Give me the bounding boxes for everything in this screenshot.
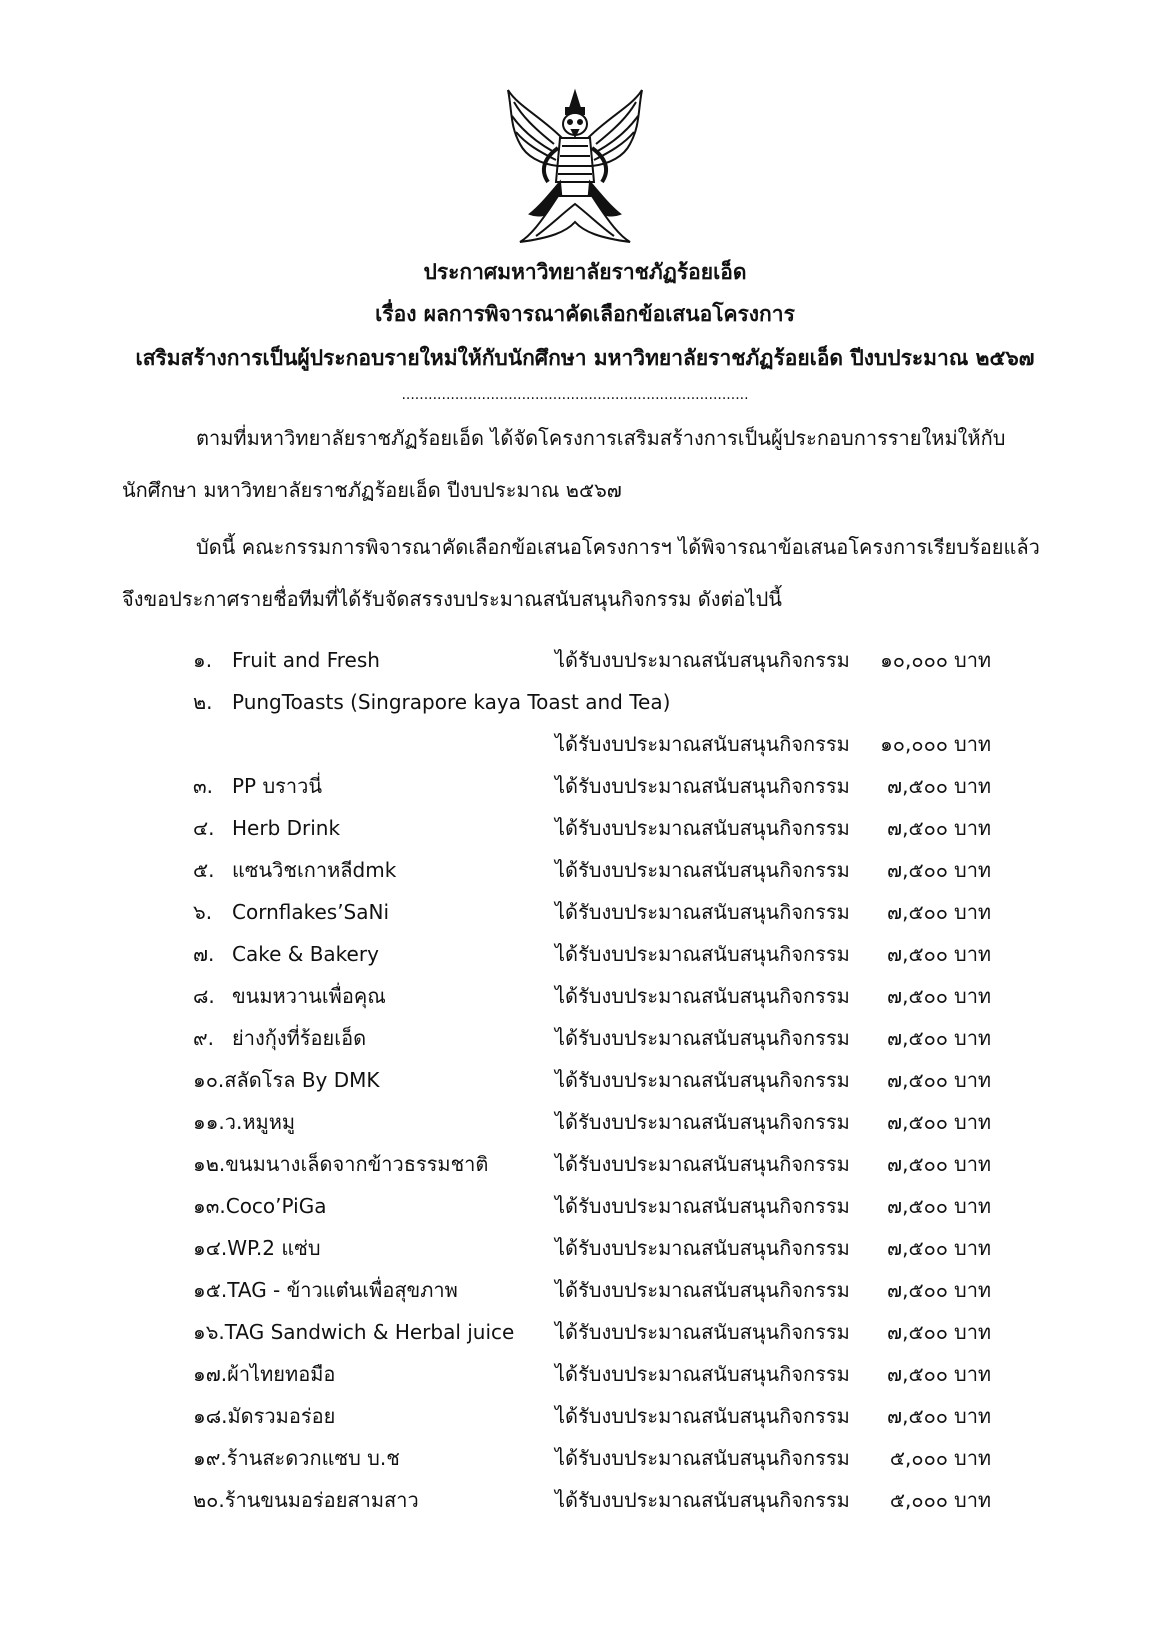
item-number: ๑๗. (193, 1362, 228, 1386)
budget-amount: ๗,๕๐๐ (887, 1110, 948, 1134)
currency-unit: บาท (954, 858, 992, 882)
list-item (0, 687, 1171, 717)
item-number: ๗. (193, 942, 215, 966)
item-number: ๙. (193, 1026, 215, 1050)
list-item (0, 1485, 1171, 1515)
budget-label: ได้รับงบประมาณสนับสนุนกิจกรรม (555, 1068, 850, 1092)
budget-amount: ๗,๕๐๐ (887, 1278, 948, 1302)
budget-amount: ๗,๕๐๐ (887, 1362, 948, 1386)
budget-label: ได้รับงบประมาณสนับสนุนกิจกรรม (555, 1152, 850, 1176)
budget-amount: ๗,๕๐๐ (887, 774, 948, 798)
paragraph-2-line-2: จึงขอประกาศรายชื่อทีมที่ได้รับจัดสรรงบประมาณสนับสนุนกิจกรรม ดังต่อไปนี้ (122, 587, 782, 611)
budget-amount: ๗,๕๐๐ (887, 984, 948, 1008)
item-number-and-name (193, 1359, 335, 1389)
team-name: TAG Sandwich & Herbal juice (224, 1320, 515, 1344)
budget-label: ได้รับงบประมาณสนับสนุนกิจกรรม (555, 858, 850, 882)
team-name: ว.หมูหมู (224, 1110, 296, 1134)
currency-unit: บาท (954, 1320, 992, 1344)
budget-label: ได้รับงบประมาณสนับสนุนกิจกรรม (555, 1488, 850, 1512)
budget-label: ได้รับงบประมาณสนับสนุนกิจกรรม (555, 732, 850, 756)
currency-unit: บาท (954, 900, 992, 924)
budget-label: ได้รับงบประมาณสนับสนุนกิจกรรม (555, 1278, 850, 1302)
item-number: ๑๖. (193, 1320, 225, 1344)
currency-unit: บาท (954, 1194, 992, 1218)
team-name: WP.2 แซ่บ (227, 1236, 321, 1260)
team-name: Herb Drink (232, 816, 341, 840)
currency-unit: บาท (954, 1446, 992, 1470)
item-number-and-name (193, 1065, 380, 1095)
list-item (0, 1065, 1171, 1095)
budget-amount: ๗,๕๐๐ (887, 942, 948, 966)
team-name: มัดรวมอร่อย (227, 1404, 336, 1428)
team-name: TAG - ข้าวแต๋นเพื่อสุขภาพ (227, 1278, 458, 1302)
item-number: ๔. (193, 816, 215, 840)
list-item (0, 813, 1171, 843)
separator-line: .............................................................................. (401, 388, 749, 402)
team-name: ขนมหวานเพื่อคุณ (232, 984, 386, 1008)
currency-unit: บาท (954, 1278, 992, 1302)
budget-amount: ๗,๕๐๐ (887, 858, 948, 882)
budget-label: ได้รับงบประมาณสนับสนุนกิจกรรม (555, 900, 850, 924)
list-item (0, 1359, 1171, 1389)
currency-unit: บาท (954, 774, 992, 798)
currency-unit: บาท (954, 648, 992, 672)
garuda-emblem-icon (500, 86, 650, 246)
budget-label: ได้รับงบประมาณสนับสนุนกิจกรรม (555, 984, 850, 1008)
list-item (0, 1317, 1171, 1347)
item-number-and-name (193, 1107, 295, 1137)
team-name: Cornflakes’SaNi (232, 900, 390, 924)
budget-amount: ๑๐,๐๐๐ (880, 648, 948, 672)
budget-amount: ๗,๕๐๐ (887, 900, 948, 924)
list-item (0, 939, 1171, 969)
currency-unit: บาท (954, 1152, 992, 1176)
announcement-subject: เรื่อง ผลการพิจารณาคัดเลือกข้อเสนอโครงการ (375, 302, 795, 326)
budget-amount: ๗,๕๐๐ (887, 1236, 948, 1260)
list-item (0, 981, 1171, 1011)
item-number: ๘. (193, 984, 215, 1008)
item-number-and-name (193, 1485, 419, 1515)
budget-amount: ๗,๕๐๐ (887, 1026, 948, 1050)
team-name: ย่างกุ้งที่ร้อยเอ็ด (232, 1026, 367, 1050)
currency-unit: บาท (954, 816, 992, 840)
list-item (0, 1443, 1171, 1473)
item-number: ๑๐. (193, 1068, 225, 1092)
list-item (0, 855, 1171, 885)
item-number: ๑๘. (193, 1404, 228, 1428)
currency-unit: บาท (954, 1026, 992, 1050)
item-number: ๖. (193, 900, 213, 924)
budget-label: ได้รับงบประมาณสนับสนุนกิจกรรม (555, 1110, 850, 1134)
list-item (0, 1149, 1171, 1179)
budget-label: ได้รับงบประมาณสนับสนุนกิจกรรม (555, 1236, 850, 1260)
budget-label: ได้รับงบประมาณสนับสนุนกิจกรรม (555, 1026, 850, 1050)
announcement-title: ประกาศมหาวิทยาลัยราชภัฏร้อยเอ็ด (423, 260, 747, 284)
paragraph-2-line-1: บัดนี้ คณะกรรมการพิจารณาคัดเลือกข้อเสนอโครงการฯ ได้พิจารณาข้อเสนอโครงการเรียบร้อยแล้ว (196, 535, 1040, 559)
budget-amount: ๗,๕๐๐ (887, 1404, 948, 1428)
team-name: สลัดโรล By DMK (224, 1068, 380, 1092)
item-number: ๒๐. (193, 1488, 225, 1512)
item-number: ๓. (193, 774, 214, 798)
currency-unit: บาท (954, 984, 992, 1008)
item-number: ๑๓. (193, 1194, 226, 1218)
currency-unit: บาท (954, 1488, 992, 1512)
item-number: ๑๙. (193, 1446, 227, 1470)
paragraph-1-line-2: นักศึกษา มหาวิทยาลัยราชภัฏร้อยเอ็ด ปีงบประมาณ ๒๕๖๗ (122, 478, 622, 502)
item-number-and-name (193, 1149, 488, 1179)
list-item (0, 1275, 1171, 1305)
currency-unit: บาท (954, 942, 992, 966)
team-name: PungToasts (Singrapore kaya Toast and Tea) (232, 690, 671, 714)
budget-amount: ๗,๕๐๐ (887, 816, 948, 840)
currency-unit: บาท (954, 1362, 992, 1386)
list-item (0, 645, 1171, 675)
budget-amount: ๑๐,๐๐๐ (880, 732, 948, 756)
item-number-and-name (193, 1317, 514, 1347)
currency-unit: บาท (954, 1404, 992, 1428)
currency-unit: บาท (954, 1068, 992, 1092)
team-name: Cake & Bakery (232, 942, 379, 966)
list-item-continued (0, 729, 1171, 759)
list-item (0, 897, 1171, 927)
team-name: ขนมนางเล็ดจากข้าวธรรมชาติ (225, 1152, 489, 1176)
budget-amount: ๕,๐๐๐ (889, 1488, 948, 1512)
item-number: ๑๑. (193, 1110, 225, 1134)
list-item (0, 1401, 1171, 1431)
list-item (0, 1023, 1171, 1053)
currency-unit: บาท (954, 732, 992, 756)
budget-amount: ๗,๕๐๐ (887, 1068, 948, 1092)
item-number-and-name (193, 1191, 326, 1221)
paragraph-1-line-1: ตามที่มหาวิทยาลัยราชภัฏร้อยเอ็ด ได้จัดโครงการเสริมสร้างการเป็นผู้ประกอบการรายใหม่ให้กับ (196, 426, 1006, 450)
budget-amount: ๗,๕๐๐ (887, 1194, 948, 1218)
team-name: ร้านสะดวกแซบ บ.ช (226, 1446, 400, 1470)
item-number: ๒. (193, 690, 213, 714)
list-item (0, 771, 1171, 801)
budget-amount: ๗,๕๐๐ (887, 1320, 948, 1344)
item-number: ๑๕. (193, 1278, 228, 1302)
budget-label: ได้รับงบประมาณสนับสนุนกิจกรรม (555, 1320, 850, 1344)
team-name: ผ้าไทยทอมือ (227, 1362, 336, 1386)
budget-amount: ๗,๕๐๐ (887, 1152, 948, 1176)
currency-unit: บาท (954, 1110, 992, 1134)
currency-unit: บาท (954, 1236, 992, 1260)
list-item (0, 1107, 1171, 1137)
list-item (0, 1233, 1171, 1263)
budget-label: ได้รับงบประมาณสนับสนุนกิจกรรม (555, 1194, 850, 1218)
team-name: Fruit and Fresh (232, 648, 380, 672)
team-name: แซนวิชเกาหลีdmk (232, 858, 397, 882)
budget-label: ได้รับงบประมาณสนับสนุนกิจกรรม (555, 1446, 850, 1470)
item-number-and-name (193, 1233, 321, 1263)
budget-label: ได้รับงบประมาณสนับสนุนกิจกรรม (555, 648, 850, 672)
budget-amount: ๕,๐๐๐ (889, 1446, 948, 1470)
item-number: ๕. (193, 858, 215, 882)
team-name: ร้านขนมอร่อยสามสาว (224, 1488, 419, 1512)
item-number-and-name (193, 1443, 400, 1473)
item-number: ๑๒. (193, 1152, 226, 1176)
item-number-and-name (193, 1275, 458, 1305)
budget-label: ได้รับงบประมาณสนับสนุนกิจกรรม (555, 816, 850, 840)
budget-label: ได้รับงบประมาณสนับสนุนกิจกรรม (555, 774, 850, 798)
item-number: ๑๔. (193, 1236, 228, 1260)
team-name: Coco’PiGa (225, 1194, 327, 1218)
announcement-subject-continued: เสริมสร้างการเป็นผู้ประกอบรายใหม่ให้กับนักศึกษา มหาวิทยาลัยราชภัฏร้อยเอ็ด ปีงบประมาณ ๒๕๖๗ (135, 346, 1035, 370)
budget-label: ได้รับงบประมาณสนับสนุนกิจกรรม (555, 1404, 850, 1428)
budget-label: ได้รับงบประมาณสนับสนุนกิจกรรม (555, 942, 850, 966)
team-name: PP บราวนี่ (232, 774, 323, 798)
item-number-and-name (193, 1401, 335, 1431)
list-item (0, 1191, 1171, 1221)
item-number: ๑. (193, 648, 213, 672)
budget-label: ได้รับงบประมาณสนับสนุนกิจกรรม (555, 1362, 850, 1386)
